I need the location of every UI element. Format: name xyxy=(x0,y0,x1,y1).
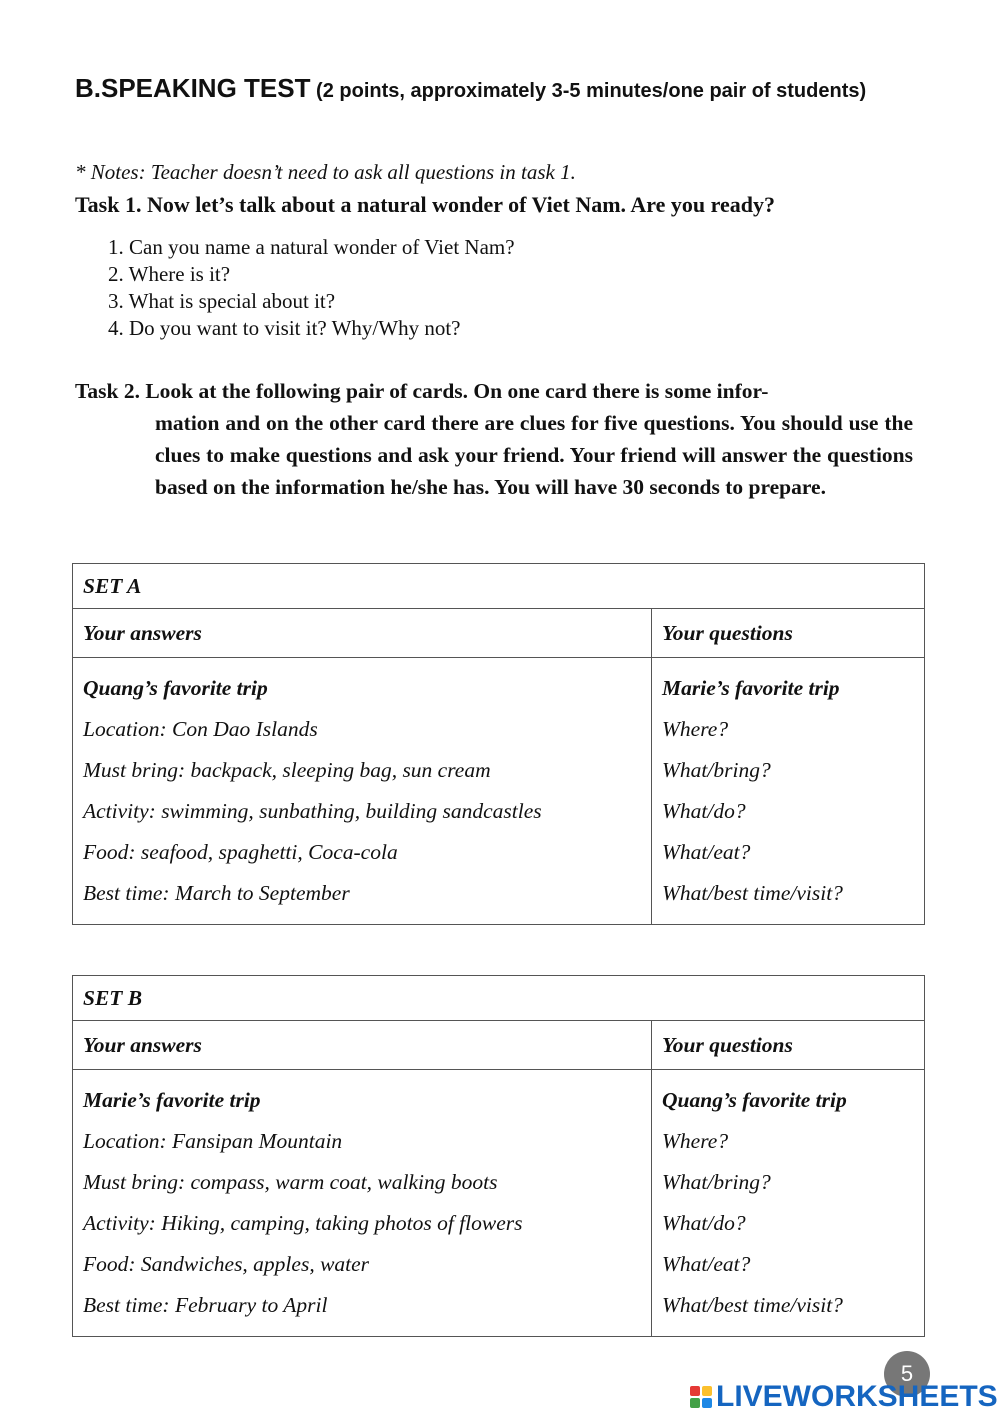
list-item: Quang’s favorite trip xyxy=(662,1088,847,1112)
list-item: Best time: February to April xyxy=(83,1293,328,1317)
list-item: 1. Can you name a natural wonder of Viet Nam? xyxy=(108,235,515,259)
set-a-answers xyxy=(73,658,652,925)
set-a-col-questions: Your questions xyxy=(652,609,925,658)
list-item: What/best time/visit? xyxy=(662,1293,843,1317)
list-item: Marie’s favorite trip xyxy=(83,1088,261,1112)
section-prefix: B. xyxy=(75,73,101,103)
task1-title: Task 1. Now let’s talk about a natural wonder of Viet Nam. Are you ready? xyxy=(75,192,775,217)
list-item: Quang’s favorite trip xyxy=(83,676,268,700)
list-item: What/do? xyxy=(662,799,746,823)
set-b-col-questions: Your questions xyxy=(652,1021,925,1070)
list-item: Best time: March to September xyxy=(83,881,350,905)
set-a-title: SET A xyxy=(73,564,925,609)
set-a-card xyxy=(72,563,925,925)
set-b-questions xyxy=(652,1070,925,1337)
section-subtitle: (2 points, approximately 3-5 minutes/one pair of students) xyxy=(316,80,867,102)
set-a-questions xyxy=(652,658,925,925)
task2-instructions xyxy=(75,375,913,503)
list-item: 4. Do you want to visit it? Why/Why not? xyxy=(108,316,461,340)
task2-line1: Look at the following pair of cards. On one card there is some infor- xyxy=(145,379,769,403)
logo-grid-icon xyxy=(690,1386,712,1408)
section-heading xyxy=(75,73,915,103)
set-b-answers xyxy=(73,1070,652,1337)
logo-text: LIVEWORKSHEETS xyxy=(716,1380,998,1413)
set-b-card xyxy=(72,975,925,1337)
list-item: Activity: swimming, sunbathing, building sandcastles xyxy=(83,799,542,823)
list-item: Location: Fansipan Mountain xyxy=(83,1129,343,1153)
list-item: What/eat? xyxy=(662,840,751,864)
task2-label: Task 2. xyxy=(75,379,140,403)
page-number: 5 xyxy=(884,1351,930,1397)
list-item: Food: seafood, spaghetti, Coca-cola xyxy=(83,840,398,864)
list-item: Must bring: compass, warm coat, walking boots xyxy=(83,1170,498,1194)
list-item: 2. Where is it? xyxy=(108,262,231,286)
list-item: What/do? xyxy=(662,1211,746,1235)
list-item: Must bring: backpack, sleeping bag, sun cream xyxy=(83,758,491,782)
list-item: Location: Con Dao Islands xyxy=(83,717,318,741)
list-item: What/eat? xyxy=(662,1252,751,1276)
set-b-title: SET B xyxy=(73,976,925,1021)
list-item: Activity: Hiking, camping, taking photos of flowers xyxy=(83,1211,523,1235)
list-item: What/bring? xyxy=(662,1170,771,1194)
list-item: Food: Sandwiches, apples, water xyxy=(83,1252,370,1276)
list-item: Marie’s favorite trip xyxy=(662,676,840,700)
set-b-col-answers: Your answers xyxy=(73,1021,652,1070)
section-title: SPEAKING TEST xyxy=(101,73,311,103)
list-item: Where? xyxy=(662,1129,729,1153)
list-item: Where? xyxy=(662,717,729,741)
list-item: What/bring? xyxy=(662,758,771,782)
task1-question-list xyxy=(108,234,515,342)
teacher-notes: * Notes: Teacher doesn’t need to ask all questions in task 1. xyxy=(75,160,576,184)
task2-body: mation and on the other card there are clues for five questions. You should use the clues to make questions and ask your friend. Your friend will answer the questions based on the information he/she has. You will have 30 seconds to prepare. xyxy=(155,411,913,499)
set-a-col-answers: Your answers xyxy=(73,609,652,658)
liveworksheets-logo[interactable] xyxy=(690,1381,998,1413)
list-item: 3. What is special about it? xyxy=(108,289,336,313)
list-item: What/best time/visit? xyxy=(662,881,843,905)
